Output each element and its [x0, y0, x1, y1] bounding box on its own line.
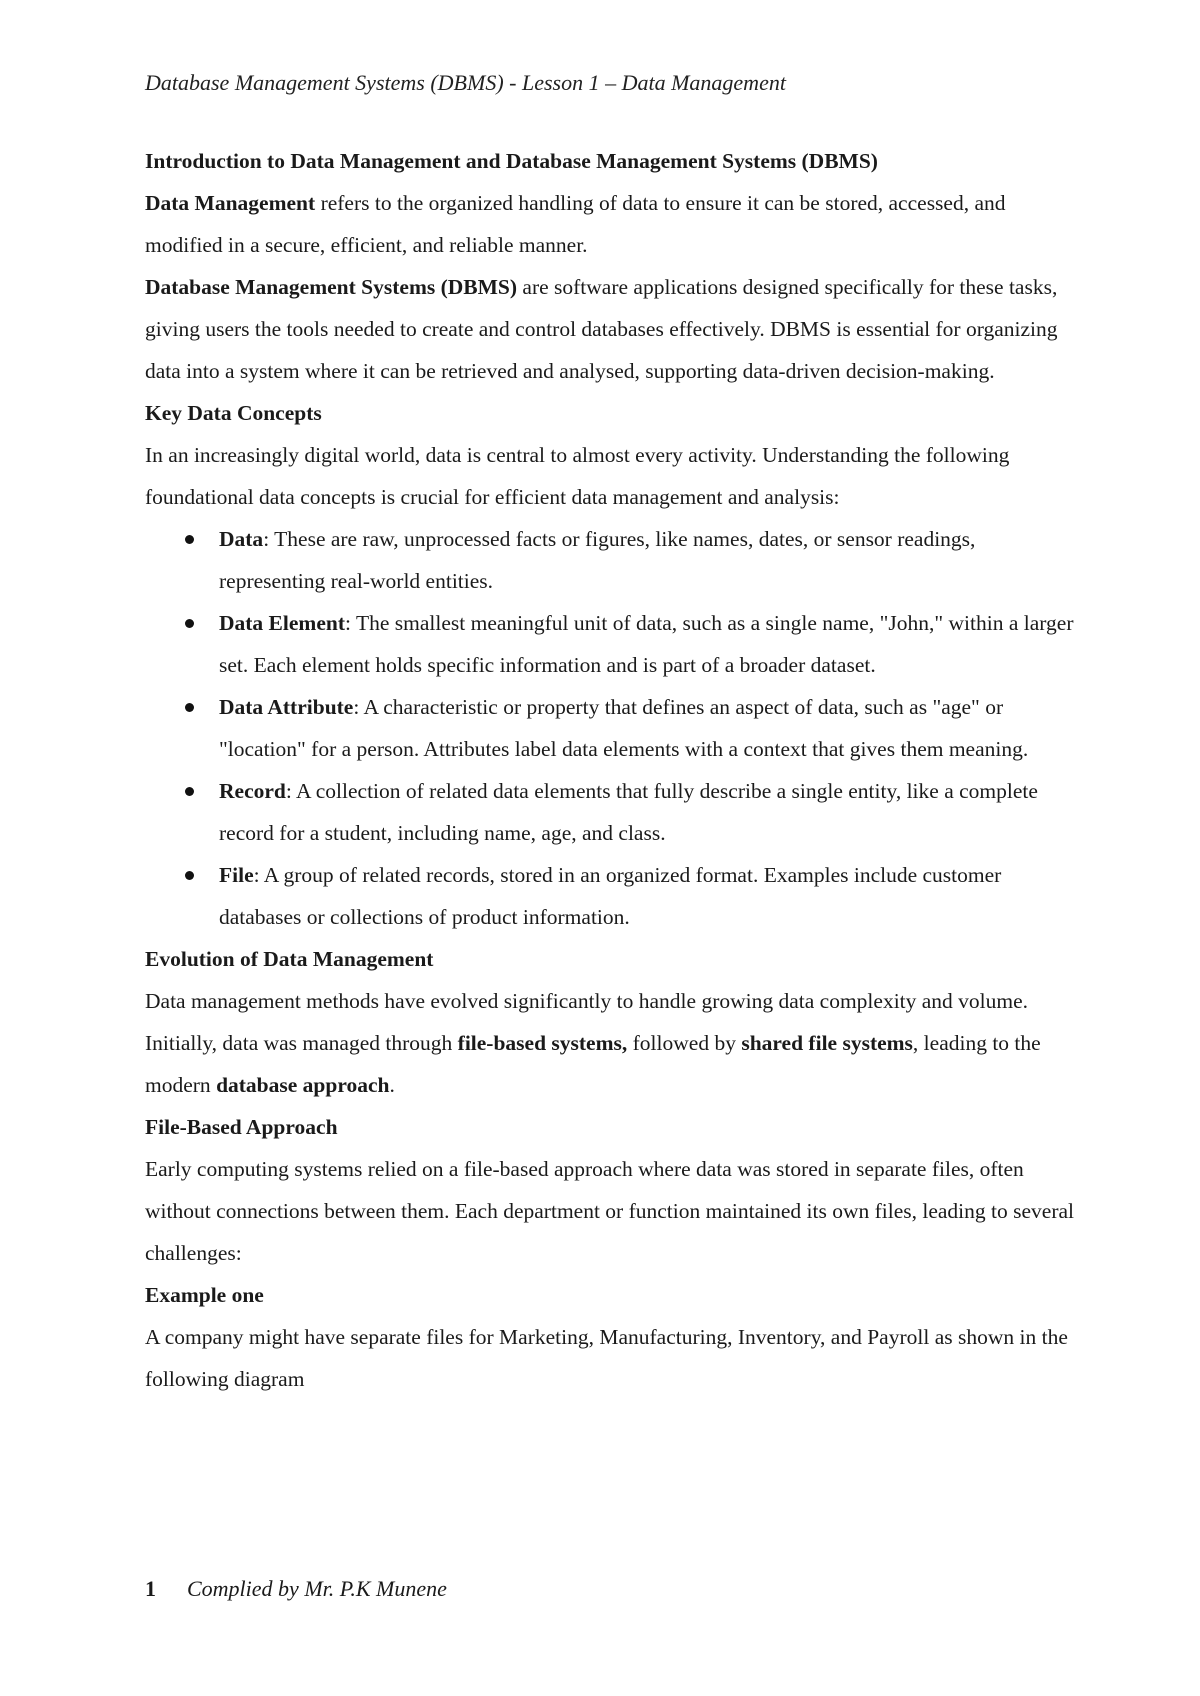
- section-heading-file-based: File-Based Approach: [145, 1115, 338, 1139]
- bullet-icon: [185, 703, 194, 712]
- list-item: Record: A collection of related data elements that fully describe a single entity, like a complete record for a student, including name, age, and class.: [145, 770, 1085, 854]
- list-item: File: A group of related records, stored in an organized format. Examples include customer databases or collections of product information.: [145, 854, 1085, 938]
- section-heading-key-concepts: Key Data Concepts: [145, 401, 322, 425]
- footer-credit: Complied by Mr. P.K Munene: [187, 1576, 447, 1601]
- paragraph-data-management: Data Management refers to the organized handling of data to ensure it can be stored, accessed, and modified in a secure, efficient, and reliable manner.: [145, 191, 1006, 257]
- page-number: 1: [145, 1576, 156, 1601]
- paragraph-key-concepts: In an increasingly digital world, data is central to almost every activity. Understanding the following foundational data concepts is crucial for efficient data management and analysis:: [145, 443, 1010, 509]
- list-item: Data Attribute: A characteristic or property that defines an aspect of data, such as "age" or "location" for a person. Attributes label data elements with a context that gives them meaning.: [145, 686, 1085, 770]
- document-body: [145, 140, 1085, 1400]
- term-dbms: Database Management Systems (DBMS): [145, 275, 518, 299]
- bullet-icon: [185, 619, 194, 628]
- paragraph-dbms: Database Management Systems (DBMS) are software applications designed specifically for these tasks, giving users the tools needed to create and control databases effectively. DBMS is essential for organizing data into a system where it can be retrieved and analysed, supporting data-driven decision-making.: [145, 275, 1058, 383]
- term-data-management: Data Management: [145, 191, 316, 215]
- concept-list: [145, 518, 1085, 938]
- section-heading-evolution: Evolution of Data Management: [145, 947, 434, 971]
- paragraph-evolution: Data management methods have evolved significantly to handle growing data complexity and volume. Initially, data was managed through file-based systems, followed by shared file systems, leading to the modern database approach.: [145, 989, 1041, 1097]
- bullet-icon: [185, 787, 194, 796]
- bullet-icon: [185, 871, 194, 880]
- page-footer: [145, 1576, 447, 1602]
- running-header: Database Management Systems (DBMS) - Lesson 1 – Data Management: [145, 70, 786, 95]
- list-item: Data Element: The smallest meaningful unit of data, such as a single name, "John," within a larger set. Each element holds specific information and is part of a broader dataset.: [145, 602, 1085, 686]
- bullet-icon: [185, 535, 194, 544]
- paragraph-file-based: Early computing systems relied on a file-based approach where data was stored in separate files, often without connections between them. Each department or function maintained its own files, leading to several challenges:: [145, 1157, 1075, 1265]
- paragraph-example: A company might have separate files for Marketing, Manufacturing, Inventory, and Payroll as shown in the following diagram: [145, 1325, 1068, 1391]
- section-heading-example: Example one: [145, 1283, 264, 1307]
- list-item: Data: These are raw, unprocessed facts or figures, like names, dates, or sensor readings, representing real-world entities.: [145, 518, 1085, 602]
- section-heading-intro: Introduction to Data Management and Database Management Systems (DBMS): [145, 149, 878, 173]
